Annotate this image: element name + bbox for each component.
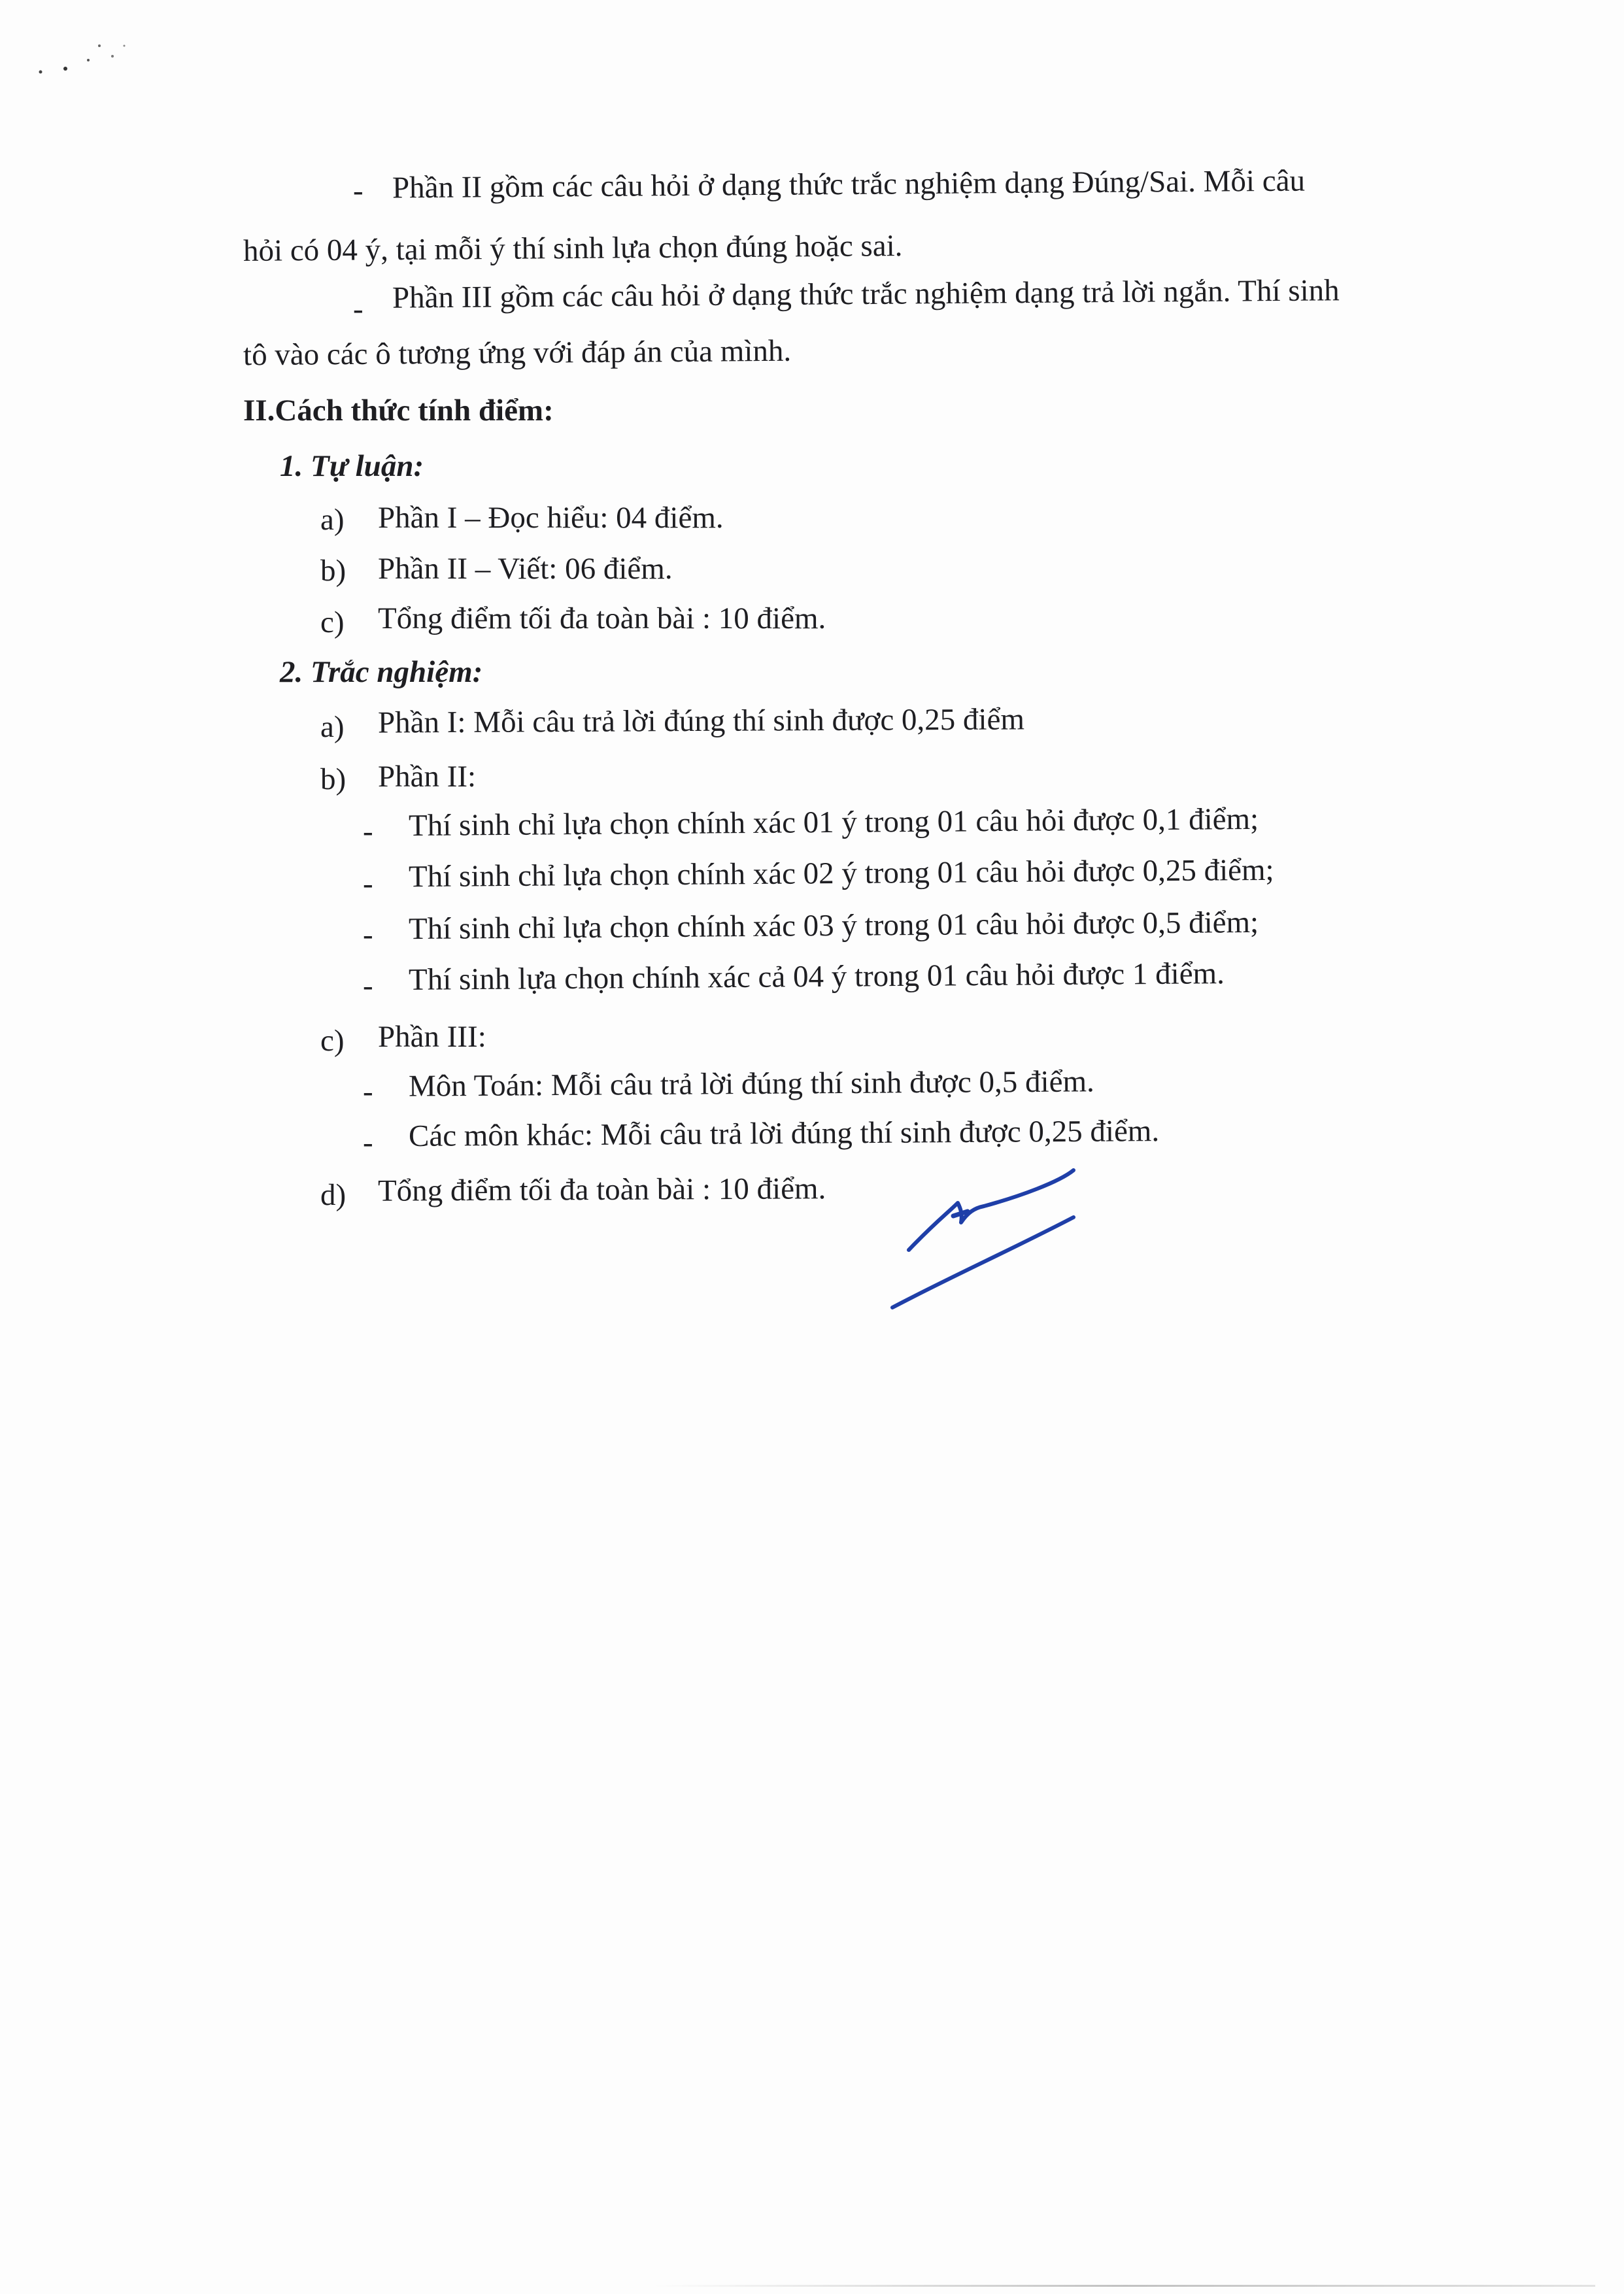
scan-edge-line (654, 2285, 1595, 2287)
scan-specks (26, 26, 157, 105)
trac-nghiem-item-c-label: c) (320, 1024, 345, 1058)
intro-part3-line2: tô vào các ô tương ứng với đáp án của mình. (243, 333, 792, 373)
dash-bullet: - (363, 918, 373, 952)
trac-nghiem-item-b-label: b) (320, 762, 347, 796)
trac-nghiem-item-c-text: Phần III: (378, 1020, 486, 1054)
part2-bullet-1: Thí sinh chỉ lựa chọn chính xác 01 ý trong 01 câu hỏi được 0,1 điểm; (408, 801, 1259, 843)
intro-part3-line1: Phần III gồm các câu hỏi ở dạng thức trắc nghiệm dạng trả lời ngắn. Thí sinh (392, 273, 1340, 315)
part3-bullet-2: Các môn khác: Mỗi câu trả lời đúng thí sinh được 0,25 điểm. (408, 1113, 1160, 1154)
tu-luan-item-b-text: Phần II – Viết: 06 điểm. (378, 552, 673, 586)
part2-bullet-3: Thí sinh chỉ lựa chọn chính xác 03 ý trong 01 câu hỏi được 0,5 điểm; (408, 905, 1259, 947)
part3-bullet-1: Môn Toán: Mỗi câu trả lời đúng thí sinh được 0,5 điểm. (408, 1064, 1094, 1104)
trac-nghiem-item-d-text: Tổng điểm tối đa toàn bài : 10 điểm. (377, 1172, 826, 1208)
intro-part2-line1: Phần II gồm các câu hỏi ở dạng thức trắc nghiệm dạng Đúng/Sai. Mỗi câu (392, 163, 1306, 205)
tu-luan-item-a-text: Phần I – Đọc hiểu: 04 điểm. (378, 501, 724, 535)
section-heading: II.Cách thức tính điểm: (243, 394, 554, 428)
part2-bullet-4: Thí sinh lựa chọn chính xác cả 04 ý trong 01 câu hỏi được 1 điểm. (408, 956, 1225, 997)
handwritten-signature (870, 1151, 1092, 1321)
dash-bullet: - (363, 867, 373, 901)
intro-part2-line2: hỏi có 04 ý, tại mỗi ý thí sinh lựa chọn đúng hoặc sai. (243, 229, 903, 268)
part2-bullet-2: Thí sinh chỉ lựa chọn chính xác 02 ý trong 01 câu hỏi được 0,25 điểm; (408, 852, 1274, 894)
trac-nghiem-item-d-label: d) (320, 1178, 347, 1212)
trac-nghiem-title: 2. Trắc nghiệm: (280, 655, 483, 689)
dash-bullet: - (363, 1126, 373, 1160)
tu-luan-item-c-text: Tổng điểm tối đa toàn bài : 10 điểm. (378, 601, 826, 635)
dash-bullet: - (363, 1075, 373, 1109)
dash-bullet: - (353, 174, 364, 208)
dash-bullet: - (353, 292, 364, 326)
tu-luan-title: 1. Tự luận: (280, 449, 424, 483)
dash-bullet: - (363, 815, 373, 849)
tu-luan-item-c-label: c) (320, 605, 345, 639)
tu-luan-item-a-label: a) (320, 503, 345, 537)
tu-luan-item-b-label: b) (320, 554, 347, 588)
trac-nghiem-item-b-text: Phần II: (378, 760, 477, 794)
dash-bullet: - (363, 969, 373, 1003)
trac-nghiem-item-a-label: a) (320, 710, 345, 744)
trac-nghiem-item-a-text: Phần I: Mỗi câu trả lời đúng thí sinh được 0,25 điểm (377, 702, 1025, 740)
